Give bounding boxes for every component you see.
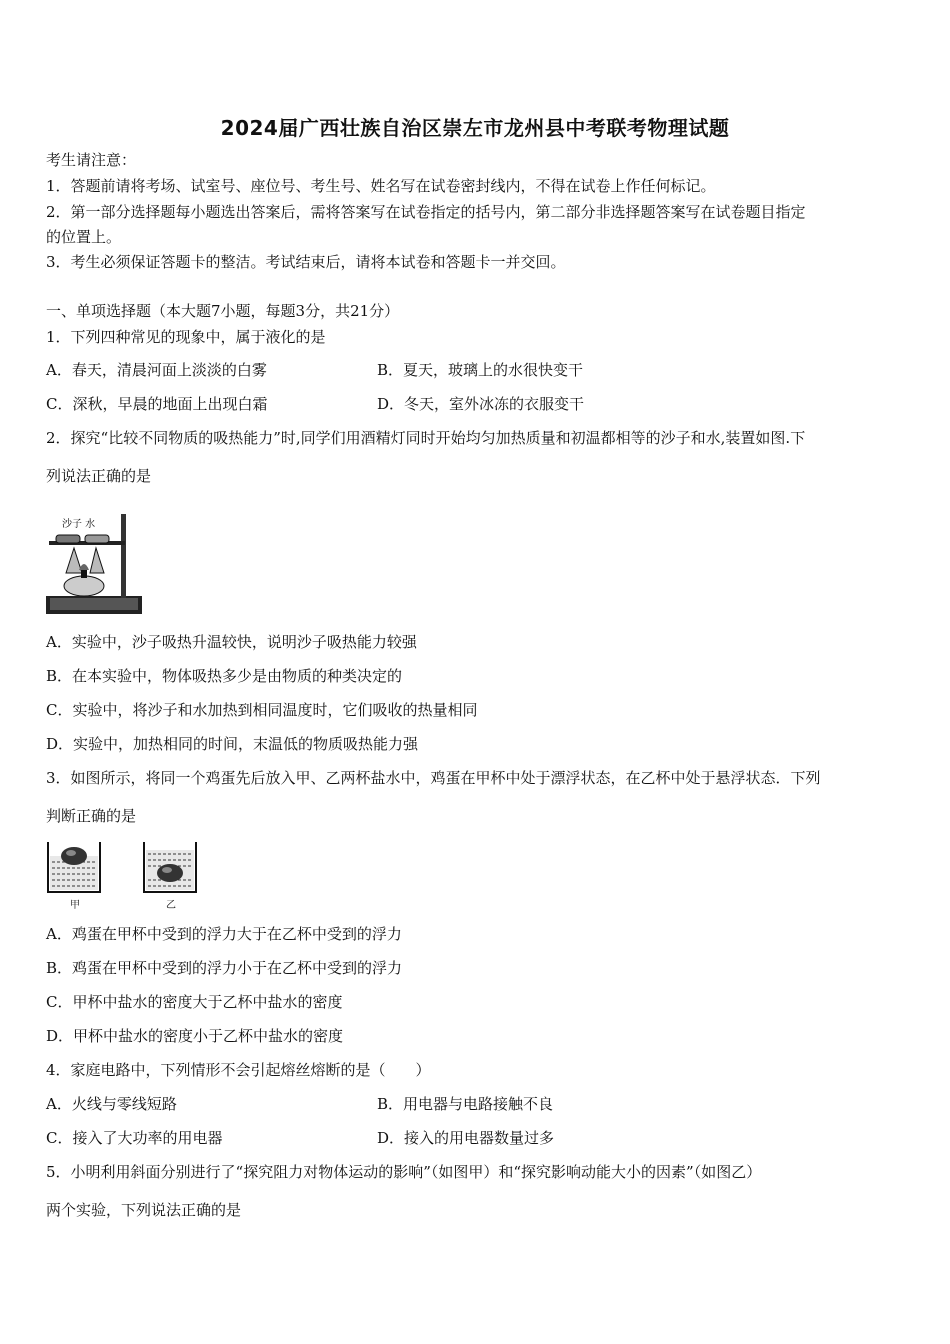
q1-option-b: B．夏天，玻璃上的水很快变干 (377, 361, 584, 379)
heating-apparatus-figure (44, 508, 144, 616)
beaker-jia-label: 甲 (70, 900, 80, 911)
q2-stem-cont: 列说法正确的是 (46, 467, 152, 485)
q3-stem: 3．如图所示，将同一个鸡蛋先后放入甲、乙两杯盐水中，鸡蛋在甲杯中处于漂浮状态，在乙杯中处于悬浮状态．下列 (46, 769, 821, 787)
q1-option-a: A．春天，清晨河面上淡淡的白雾 (46, 361, 267, 379)
q2-option-a: A．实验中，沙子吸热升温较快，说明沙子吸热能力较强 (46, 633, 417, 651)
notice-item-2-cont: 的位置上。 (46, 228, 122, 246)
q3-option-d: D．甲杯中盐水的密度小于乙杯中盐水的密度 (46, 1027, 344, 1045)
beaker-yi-label: 乙 (166, 900, 176, 911)
page-title: 2024届广西壮族自治区崇左市龙州县中考联考物理试题 (220, 116, 730, 140)
q3-option-a: A．鸡蛋在甲杯中受到的浮力大于在乙杯中受到的浮力 (46, 925, 402, 943)
q4-option-c: C．接入了大功率的用电器 (46, 1129, 223, 1147)
beaker-jia (48, 842, 100, 911)
notice-item-3: 3．考生必须保证答题卡的整洁。考试结束后，请将本试卷和答题卡一并交回。 (46, 253, 566, 271)
section-heading: 一、单项选择题（本大题7小题，每题3分，共21分） (46, 302, 400, 320)
q4-stem: 4．家庭电路中，下列情形不会引起熔丝熔断的是（ ） (46, 1061, 431, 1079)
q1-option-c: C．深秋，早晨的地面上出现白霜 (46, 395, 268, 413)
notice-header: 考生请注意： (46, 151, 137, 169)
q3-stem-cont: 判断正确的是 (46, 807, 137, 825)
q3-option-c: C．甲杯中盐水的密度大于乙杯中盐水的密度 (46, 993, 343, 1011)
notice-item-1: 1．答题前请将考场、试室号、座位号、考生号、姓名写在试卷密封线内，不得在试卷上作任何标记。 (46, 177, 716, 195)
q2-stem: 2．探究“比较不同物质的吸热能力”时,同学们用酒精灯同时开始均匀加热质量和初温都相等的沙子和水,装置如图.下 (46, 429, 806, 447)
q2-option-b: B．在本实验中，物体吸热多少是由物质的种类决定的 (46, 667, 403, 685)
q2-option-c: C．实验中，将沙子和水加热到相同温度时，它们吸收的热量相同 (46, 701, 478, 719)
egg-beakers-figure (44, 836, 204, 912)
q4-option-b: B．用电器与电路接触不良 (377, 1095, 554, 1113)
notice-item-2: 2．第一部分选择题每小题选出答案后，需将答案写在试卷指定的括号内，第二部分非选择题答案写在试卷题目指定 (46, 203, 806, 221)
q5-stem-cont: 两个实验，下列说法正确的是 (46, 1201, 242, 1219)
q1-stem: 1．下列四种常见的现象中，属于液化的是 (46, 328, 326, 346)
q1-option-d: D．冬天，室外冰冻的衣服变干 (377, 395, 585, 413)
sand-water-label: 沙子 水 (62, 519, 96, 530)
beaker-yi (144, 842, 196, 911)
q3-option-b: B．鸡蛋在甲杯中受到的浮力小于在乙杯中受到的浮力 (46, 959, 403, 977)
q2-option-d: D．实验中，加热相同的时间，末温低的物质吸热能力强 (46, 735, 419, 753)
q5-stem: 5．小明利用斜面分别进行了“探究阻力对物体运动的影响”（如图甲）和“探究影响动能大小的因素”（如图乙） (46, 1163, 762, 1181)
q4-option-a: A．火线与零线短路 (46, 1095, 177, 1113)
q4-option-d: D．接入的用电器数量过多 (377, 1129, 555, 1147)
